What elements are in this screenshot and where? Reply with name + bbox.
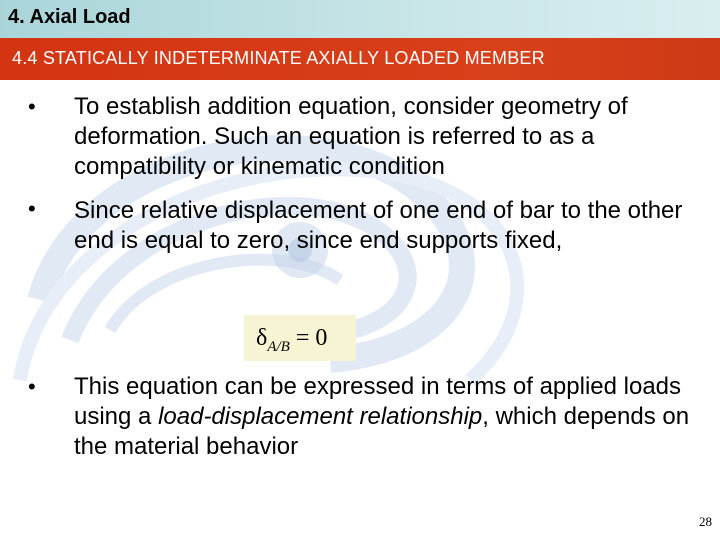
- page-number: 28: [699, 514, 712, 529]
- equation: [256, 325, 327, 356]
- subsection-title: 4.4 STATICALLY INDETERMINATE AXIALLY LOADED MEMBER: [12, 48, 545, 68]
- subheader-bar: [0, 38, 720, 80]
- section-title: 4. Axial Load: [8, 6, 131, 28]
- bullet-text-1: To establish addition equation, consider geometry of deformation. Such an equation is referred to as a compatibility or kinematic condition: [74, 93, 628, 180]
- bullet-marker: •: [28, 94, 36, 119]
- equation-symbol: δ: [256, 325, 268, 351]
- bullet-marker: •: [28, 196, 36, 221]
- bullet-text-3: [74, 372, 704, 462]
- equation-rest: = 0: [289, 325, 328, 351]
- equation-box: [244, 315, 356, 361]
- bullet-text-3-part-1: This equation can be expressed in terms of applied loads using a: [74, 373, 682, 430]
- bullet-marker: •: [28, 374, 36, 399]
- bullet-text-3-part-2: , which depends on the material behavior: [74, 403, 690, 460]
- equation-subscript: A/B: [267, 339, 290, 355]
- header-bar: [0, 0, 720, 38]
- bullet-text-2: Since relative displacement of one end of bar to the other end is equal to zero, since end supports fixed,: [74, 197, 683, 254]
- bullet-text-3-italic: load-displacement relationship: [158, 403, 483, 430]
